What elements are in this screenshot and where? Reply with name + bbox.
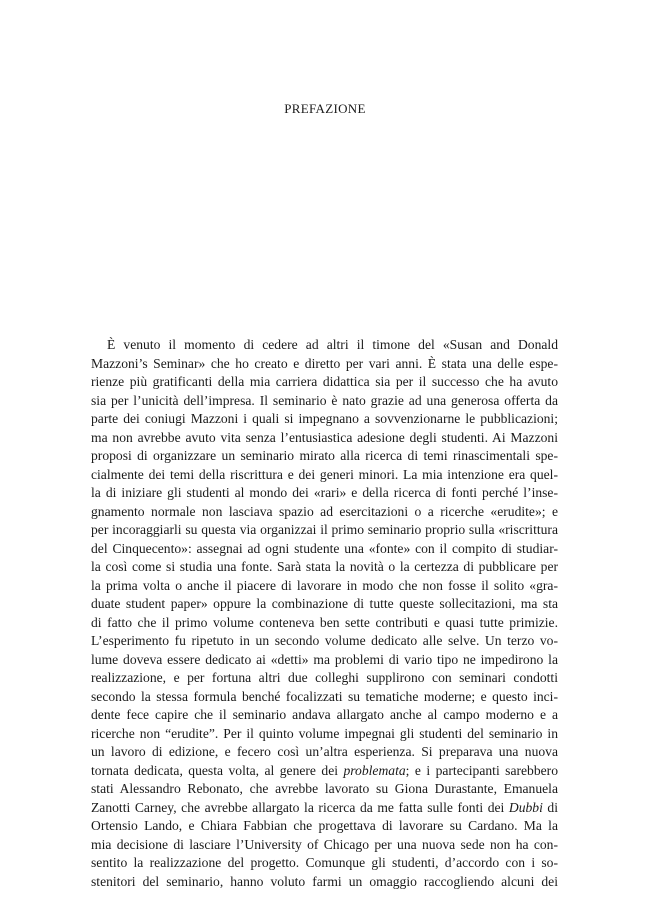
text-line: Mazzoni’s Seminar» che ho creato e diretto per vari anni. È stata una delle espe-	[91, 355, 558, 371]
text-segment: Zanotti Carney, che avrebbe allargato la ricerca da me fatta sulle fonti dei	[91, 799, 509, 815]
text-line: di fatto che il primo volume conteneva ben sette contributi e quasi tutte primizie.	[91, 614, 558, 630]
text-line: stati Alessandro Rebonato, che avrebbe lavorato su Giona Durastante, Emanuela	[91, 781, 558, 797]
text-line	[91, 762, 558, 781]
text-line: la di iniziare gli studenti al mondo dei «rari» e della ricerca di fonti perché l’inse-	[91, 485, 558, 501]
text-line: la così come si studia una fonte. Sarà stata la novità o la certezza di pubblicare per	[91, 559, 558, 575]
text-line: sia per l’unicità dell’impresa. Il seminario è nato grazie ad una generosa offerta da	[91, 392, 558, 408]
text-line: dente fece capire che il seminario andava allargato anche al campo moderno e a	[91, 707, 558, 723]
text-line: stenitori del seminario, hanno voluto farmi un omaggio raccogliendo alcuni dei	[91, 873, 558, 889]
text-segment: ; e i partecipanti sarebbero	[405, 762, 558, 778]
text-line: la prima volta o anche il piacere di lavorare in modo che non fosse il solito «gra-	[91, 577, 558, 593]
text-segment: tornata dedicata, questa volta, al genere dei	[91, 762, 344, 778]
text-line	[91, 799, 558, 818]
text-line: rienze più gratificanti della mia carriera didattica sia per il successo che ha avuto	[91, 374, 558, 390]
text-line: ricerche non “erudite”. Per il quinto volume impegnai gli studenti del seminario in	[91, 725, 558, 741]
text-line: cialmente dei temi della riscrittura e dei generi minori. La mia intenzione era quel-	[91, 466, 558, 482]
text-line: L’esperimento fu ripetuto in un secondo volume dedicato alle selve. Un terzo vo-	[91, 633, 558, 649]
text-line: gnamento normale non lasciava spazio ad esercitazioni o a ricerche «erudite»; e	[91, 503, 558, 519]
text-line: realizzazione, e per fortuna altri due colleghi supplirono con seminari condotti	[91, 670, 558, 686]
text-segment: di	[542, 799, 558, 815]
text-line: secondo la stessa formula benché focalizzati su tematiche moderne; e questo inci-	[91, 688, 558, 704]
text-line: mia decisione di lasciare l’University of Chicago per una nuova sede non ha con-	[91, 836, 558, 852]
preface-body	[91, 336, 558, 891]
text-line: È venuto il momento di cedere ad altri il timone del «Susan and Donald	[107, 337, 558, 352]
text-line: duate student paper» oppure la combinazione di tutte queste sollecitazioni, ma sta	[91, 596, 558, 612]
text-line: del Cinquecento»: assegnai ad ogni studente una «fonte» con il compito di studiar-	[91, 540, 558, 556]
text-line: proposi di organizzare un seminario mirato alla ricerca di temi rinascimentali spe-	[91, 448, 558, 464]
text-line: Ortensio Lando, e Chiara Fabbian che progettava di lavorare su Cardano. Ma la	[91, 818, 558, 834]
italic-term: problemata	[343, 762, 406, 778]
italic-term: Dubbi	[508, 799, 543, 815]
text-line: un lavoro di edizione, e fecero così un’altra esperienza. Si preparava una nuova	[91, 744, 558, 760]
page-title: PREFAZIONE	[284, 101, 366, 116]
text-line: parte dei coniugi Mazzoni i quali si impegnano a sovvenzionarne le pubblicazioni;	[91, 411, 558, 427]
text-line: per incoraggiarli su questa via organizzai il primo seminario proprio sulla «riscrittura	[91, 522, 558, 538]
text-line: sentito la realizzazione del progetto. Comunque gli studenti, d’accordo con i so-	[91, 855, 558, 871]
text-line: ma non avrebbe avuto vita senza l’entusiastica adesione degli studenti. Ai Mazzoni	[91, 429, 558, 445]
text-line: lume doveva essere dedicato ai «detti» ma problemi di vario tipo ne impedirono la	[91, 651, 558, 667]
